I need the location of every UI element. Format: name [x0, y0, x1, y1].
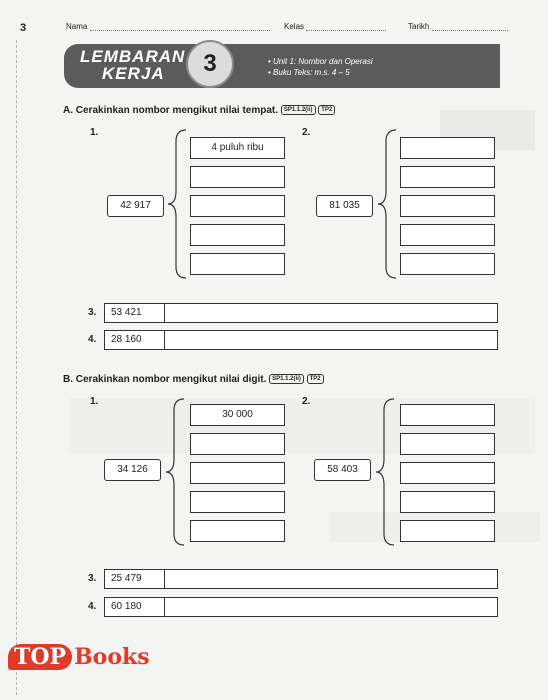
brace: [376, 129, 398, 279]
worksheet-number: 3: [203, 50, 217, 77]
page-number: 3: [20, 22, 27, 34]
question-label: 4.: [88, 601, 97, 612]
answer-row[interactable]: [104, 330, 498, 350]
section-a-heading: [63, 105, 335, 116]
answer-box[interactable]: [190, 462, 285, 484]
answer-box[interactable]: [190, 224, 285, 246]
brace: [164, 398, 186, 546]
answer-row[interactable]: [104, 303, 498, 323]
given-number: 60 180: [105, 598, 165, 616]
given-number: 58 403: [314, 459, 371, 481]
given-number: 42 917: [107, 195, 164, 217]
banner-title: [80, 48, 185, 82]
buku-teks-line: • Buku Teks: m.s. 4 – 5: [268, 68, 350, 77]
question-label: 3.: [88, 573, 97, 584]
question-label: 2.: [302, 127, 311, 138]
nama-label: Nama: [66, 22, 88, 31]
answer-box[interactable]: [190, 491, 285, 513]
answer-box[interactable]: [190, 195, 285, 217]
question-label: 2.: [302, 396, 311, 407]
answer-box[interactable]: [190, 433, 285, 455]
kelas-line: [306, 22, 386, 31]
answer-box[interactable]: [400, 520, 495, 542]
section-b-title: B. Cerakinkan nombor mengikut nilai digit.: [63, 374, 267, 385]
answer-box[interactable]: [400, 224, 495, 246]
question-label: 4.: [88, 334, 97, 345]
answer-box[interactable]: [400, 491, 495, 513]
section-a-title: A. Cerakinkan nombor mengikut nilai tempat.: [63, 105, 279, 116]
buku-teks-text: Buku Teks: m.s. 4 – 5: [273, 68, 350, 77]
given-number: 28 160: [105, 331, 165, 349]
sp-tag: SP1.1.2(ii): [269, 374, 304, 384]
answer-box[interactable]: [190, 166, 285, 188]
answer-box[interactable]: [400, 137, 495, 159]
sp-tag: SP1.1.2(ii): [281, 105, 316, 115]
tp-tag: TP2: [307, 374, 324, 384]
given-number: 81 035: [316, 195, 373, 217]
logo-top: TOP: [8, 644, 72, 670]
given-number: 53 421: [105, 304, 165, 322]
answer-box[interactable]: [400, 462, 495, 484]
banner-title-line1: LEMBARAN: [80, 47, 186, 66]
nama-field[interactable]: [66, 22, 270, 31]
kelas-label: Kelas: [284, 22, 305, 31]
given-number: 34 126: [104, 459, 161, 481]
tp-tag: TP2: [318, 105, 335, 115]
banner-info: [268, 56, 373, 78]
question-label: 1.: [90, 127, 99, 138]
kelas-field[interactable]: [284, 22, 386, 31]
tarikh-line: [432, 22, 508, 31]
tarikh-label: Tarikh: [408, 22, 430, 31]
answer-box[interactable]: [190, 520, 285, 542]
margin-cut-line: [16, 40, 17, 695]
answer-box[interactable]: 30 000: [190, 404, 285, 426]
answer-box[interactable]: [400, 404, 495, 426]
answer-row[interactable]: [104, 569, 498, 589]
answer-box[interactable]: [400, 253, 495, 275]
answer-box[interactable]: [400, 166, 495, 188]
question-label: 1.: [90, 396, 99, 407]
unit-line: • Unit 1: Nombor dan Operasi: [268, 57, 373, 66]
section-b-heading: [63, 374, 324, 385]
answer-box[interactable]: 4 puluh ribu: [190, 137, 285, 159]
brace: [166, 129, 188, 279]
answer-box[interactable]: [400, 195, 495, 217]
answer-box[interactable]: [190, 253, 285, 275]
answer-box[interactable]: [400, 433, 495, 455]
topbooks-logo: [8, 644, 150, 670]
answer-row[interactable]: [104, 597, 498, 617]
brace: [374, 398, 396, 546]
worksheet-number-badge: [186, 40, 234, 88]
banner-title-line2: KERJA: [102, 64, 165, 83]
logo-books: Books: [74, 644, 150, 670]
question-label: 3.: [88, 307, 97, 318]
nama-line: [90, 22, 270, 31]
given-number: 25 479: [105, 570, 165, 588]
unit-text: Unit 1: Nombor dan Operasi: [273, 57, 373, 66]
tarikh-field[interactable]: [408, 22, 508, 31]
